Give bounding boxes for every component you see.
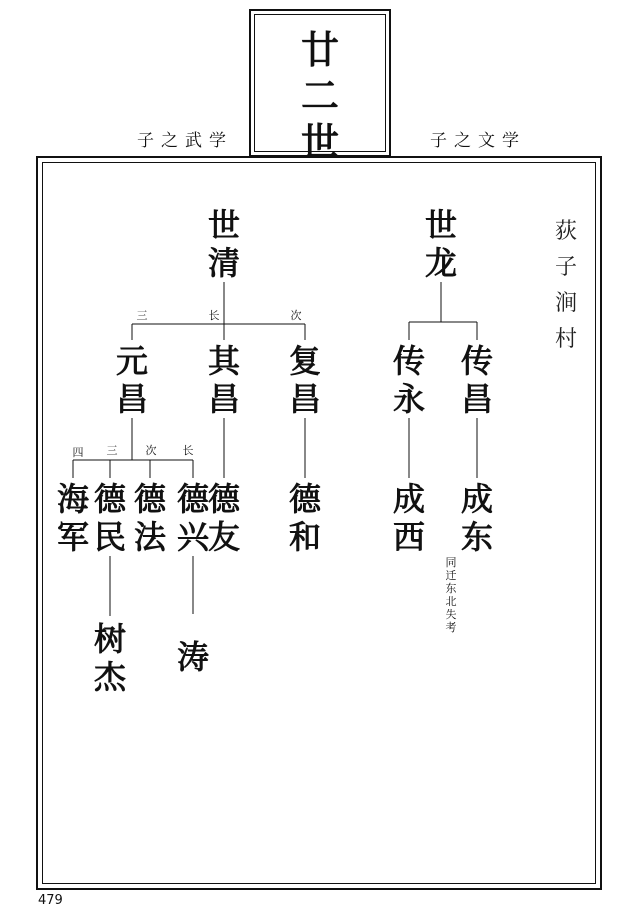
- village-name: 荻 子 涧 村: [554, 219, 577, 352]
- order-zhang-1: 长: [208, 309, 220, 322]
- order-san-1: 三: [136, 309, 148, 322]
- name-deyou: 德 友: [207, 480, 240, 556]
- name-shiqing: 世 清: [207, 206, 240, 282]
- name-demin: 德 民: [93, 480, 126, 556]
- name-qichang: 其 昌: [207, 342, 240, 418]
- name-fuchang: 复 昌: [288, 342, 321, 418]
- name-defa: 德 法: [133, 480, 166, 556]
- side-label-right: 子之文学: [430, 131, 526, 151]
- name-dexing: 德 兴: [176, 480, 209, 556]
- name-dehe: 德 和: [288, 480, 321, 556]
- name-shujie: 树 杰: [93, 620, 126, 696]
- order-ci-2: 次: [145, 444, 157, 457]
- page-number: 479: [38, 893, 63, 908]
- name-chengdong: 成 东: [460, 480, 493, 556]
- order-zhang-2: 长: [182, 444, 194, 457]
- name-shilong: 世 龙: [424, 206, 457, 282]
- name-yuanchang: 元 昌: [115, 342, 148, 418]
- migration-note: 同 迁 东 北 失 考: [445, 556, 457, 634]
- name-tao: 涛: [176, 638, 209, 676]
- name-chuanyong: 传 永: [392, 342, 425, 418]
- side-label-left: 子之武学: [137, 131, 233, 151]
- order-si-2: 四: [72, 446, 84, 459]
- name-haijun: 海 军: [56, 480, 89, 556]
- generation-title: 廿 二 世: [300, 27, 339, 164]
- name-chuanchang: 传 昌: [460, 342, 493, 418]
- order-ci-1: 次: [290, 309, 302, 322]
- name-chengxi: 成 西: [392, 480, 425, 556]
- order-san-2: 三: [106, 444, 118, 457]
